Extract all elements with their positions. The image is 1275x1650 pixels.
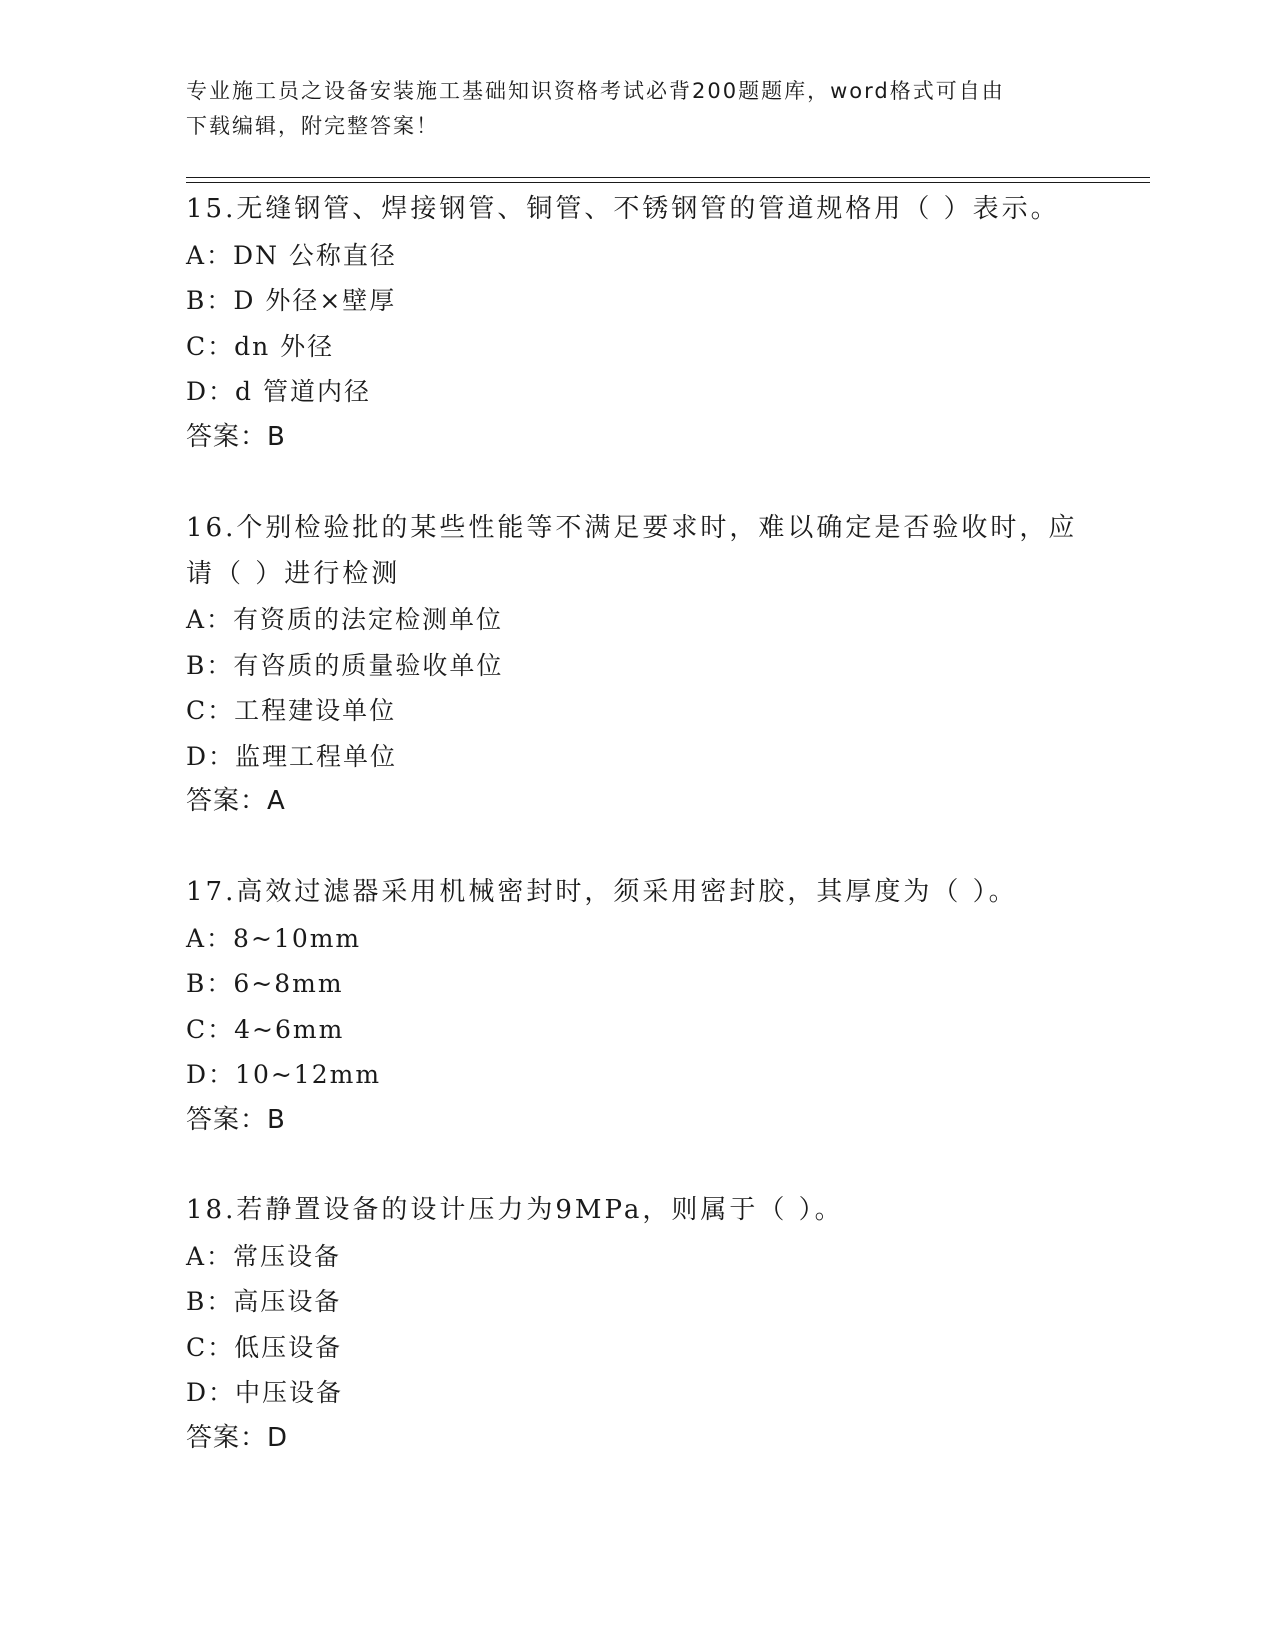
header-line-1: 专业施工员之设备安装施工基础知识资格考试必背200题题库，word格式可自由 bbox=[186, 79, 1005, 103]
document-header bbox=[186, 74, 1086, 144]
option-b: B：高压设备 bbox=[186, 1287, 342, 1316]
header-divider bbox=[186, 177, 1150, 183]
question-stem: 16.个别检验批的某些性能等不满足要求时，难以确定是否验收时，应请（ ）进行检测 bbox=[186, 513, 1078, 589]
question-block bbox=[186, 1188, 1106, 1461]
question-block bbox=[186, 506, 1106, 825]
header-line-2: 下载编辑，附完整答案！ bbox=[186, 114, 439, 138]
option-a: A：有资质的法定检测单位 bbox=[186, 605, 504, 634]
option-d: D：中压设备 bbox=[186, 1378, 344, 1407]
option-a: A：常压设备 bbox=[186, 1241, 342, 1271]
option-b: B：6~8mm bbox=[186, 969, 344, 998]
option-d: D：10~12mm bbox=[186, 1060, 382, 1089]
option-c: C：dn 外径 bbox=[186, 331, 335, 361]
option-c: C：工程建设单位 bbox=[186, 696, 397, 725]
question-stem: 15.无缝钢管、焊接钢管、铜管、不锈钢管的管道规格用（ ）表示。 bbox=[186, 194, 1060, 224]
question-block bbox=[186, 870, 1106, 1143]
answer-line: 答案：B bbox=[186, 421, 286, 452]
option-c: C：4~6mm bbox=[186, 1014, 345, 1044]
answer-line: 答案：A bbox=[186, 786, 286, 816]
question-stem: 17.高效过滤器采用机械密封时，须采用密封胶，其厚度为（ ）。 bbox=[186, 877, 1018, 907]
answer-line: 答案：B bbox=[186, 1104, 286, 1135]
option-a: A：8~10mm bbox=[186, 923, 362, 953]
option-d: D：监理工程单位 bbox=[186, 741, 398, 771]
option-a: A：DN 公称直径 bbox=[186, 240, 397, 270]
option-b: B：有咨质的质量验收单位 bbox=[186, 650, 504, 680]
option-b: B：D 外径×壁厚 bbox=[186, 286, 397, 315]
option-d: D：d 管道内径 bbox=[186, 377, 371, 406]
question-stem: 18.若静置设备的设计压力为9MPa，则属于（ ）。 bbox=[186, 1195, 844, 1225]
option-c: C：低压设备 bbox=[186, 1332, 343, 1362]
answer-line: 答案：D bbox=[186, 1422, 289, 1453]
question-block bbox=[186, 187, 1106, 460]
